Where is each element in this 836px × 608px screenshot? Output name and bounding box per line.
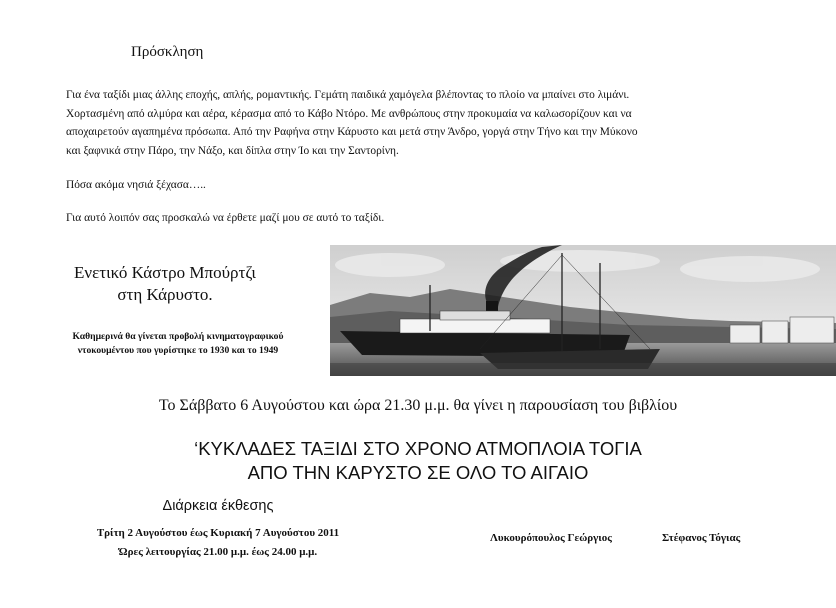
book-title-line: ‘ΚΥΚΛΑΔΕΣ ΤΑΞΙΔΙ ΣΤΟ ΧΡΟΝΟ ΑΤΜΟΠΛΟΙΑ ΤΟΓΙΑ bbox=[194, 438, 642, 459]
intro-line: αποχαιρετούν αγαπημένα πρόσωπα. Από την Ραφήνα στην Κάρυστο και μετά στην Άνδρο, γοργά στην Τήνο και την Μύκονο bbox=[66, 126, 638, 139]
intro-line: και ξαφνικά στην Πάρο, την Νάξο, και δίπλα στην Ίο και την Σαντορίνη. bbox=[66, 144, 399, 157]
exhibition-schedule bbox=[0, 524, 436, 562]
venue-line: στη Κάρυστο. bbox=[117, 285, 213, 304]
harbor-steamship-photo bbox=[330, 245, 836, 376]
screening-line: ντοκουμέντου που γυρίστηκε το 1930 και το 1949 bbox=[77, 345, 279, 356]
intro-line: Χορτασμένη από αλμύρα και αέρα, κέρασμα από το Κάβο Ντόρο. Με ανθρώπους στην προκυμαία να καλωσορίζουν και να bbox=[66, 107, 632, 120]
invitation-intro bbox=[66, 86, 766, 160]
invitation-title: Πρόσκληση bbox=[131, 44, 204, 60]
book-title-line: ΑΠΟ ΤΗΝ ΚΑΡΥΣΤΟ ΣΕ ΟΛΟ ΤΟ ΑΙΓΑΙΟ bbox=[247, 462, 589, 483]
venue-heading bbox=[0, 262, 330, 306]
screening-note bbox=[0, 330, 356, 358]
book-title bbox=[0, 437, 836, 485]
author-name: Λυκουρόπουλος Γεώργιος bbox=[490, 532, 612, 544]
exhibition-duration-title: Διάρκεια έκθεσης bbox=[162, 498, 274, 514]
exhibition-dates: Τρίτη 2 Αυγούστου έως Κυριακή 7 Αυγούστου 2011 bbox=[96, 527, 340, 539]
exhibition-hours: Ώρες λειτουργίας 21.00 μ.μ. έως 24.00 μ.μ. bbox=[118, 546, 318, 558]
invitation-question: Πόσα ακόμα νησιά ξέχασα….. bbox=[66, 179, 206, 191]
screening-line: Καθημερινά θα γίνεται προβολή κινηματογραφικού bbox=[72, 331, 284, 342]
venue-line: Ενετικό Κάστρο Μπούρτζι bbox=[74, 263, 256, 282]
event-announcement: Το Σάββατο 6 Αυγούστου και ώρα 21.30 μ.μ. θα γίνει η παρουσίαση του βιβλίου bbox=[158, 397, 678, 414]
author-name: Στέφανος Τόγιας bbox=[662, 532, 741, 544]
intro-line: Για ένα ταξίδι μιας άλλης εποχής, απλής, ρομαντικής. Γεμάτη παιδικά χαμόγελα βλέποντας το πλοίο να μπαίνει στο λιμάνι. bbox=[66, 89, 630, 101]
invitation-closing: Για αυτό λοιπόν σας προσκαλώ να έρθετε μαζί μου σε αυτό το ταξίδι. bbox=[66, 212, 385, 224]
